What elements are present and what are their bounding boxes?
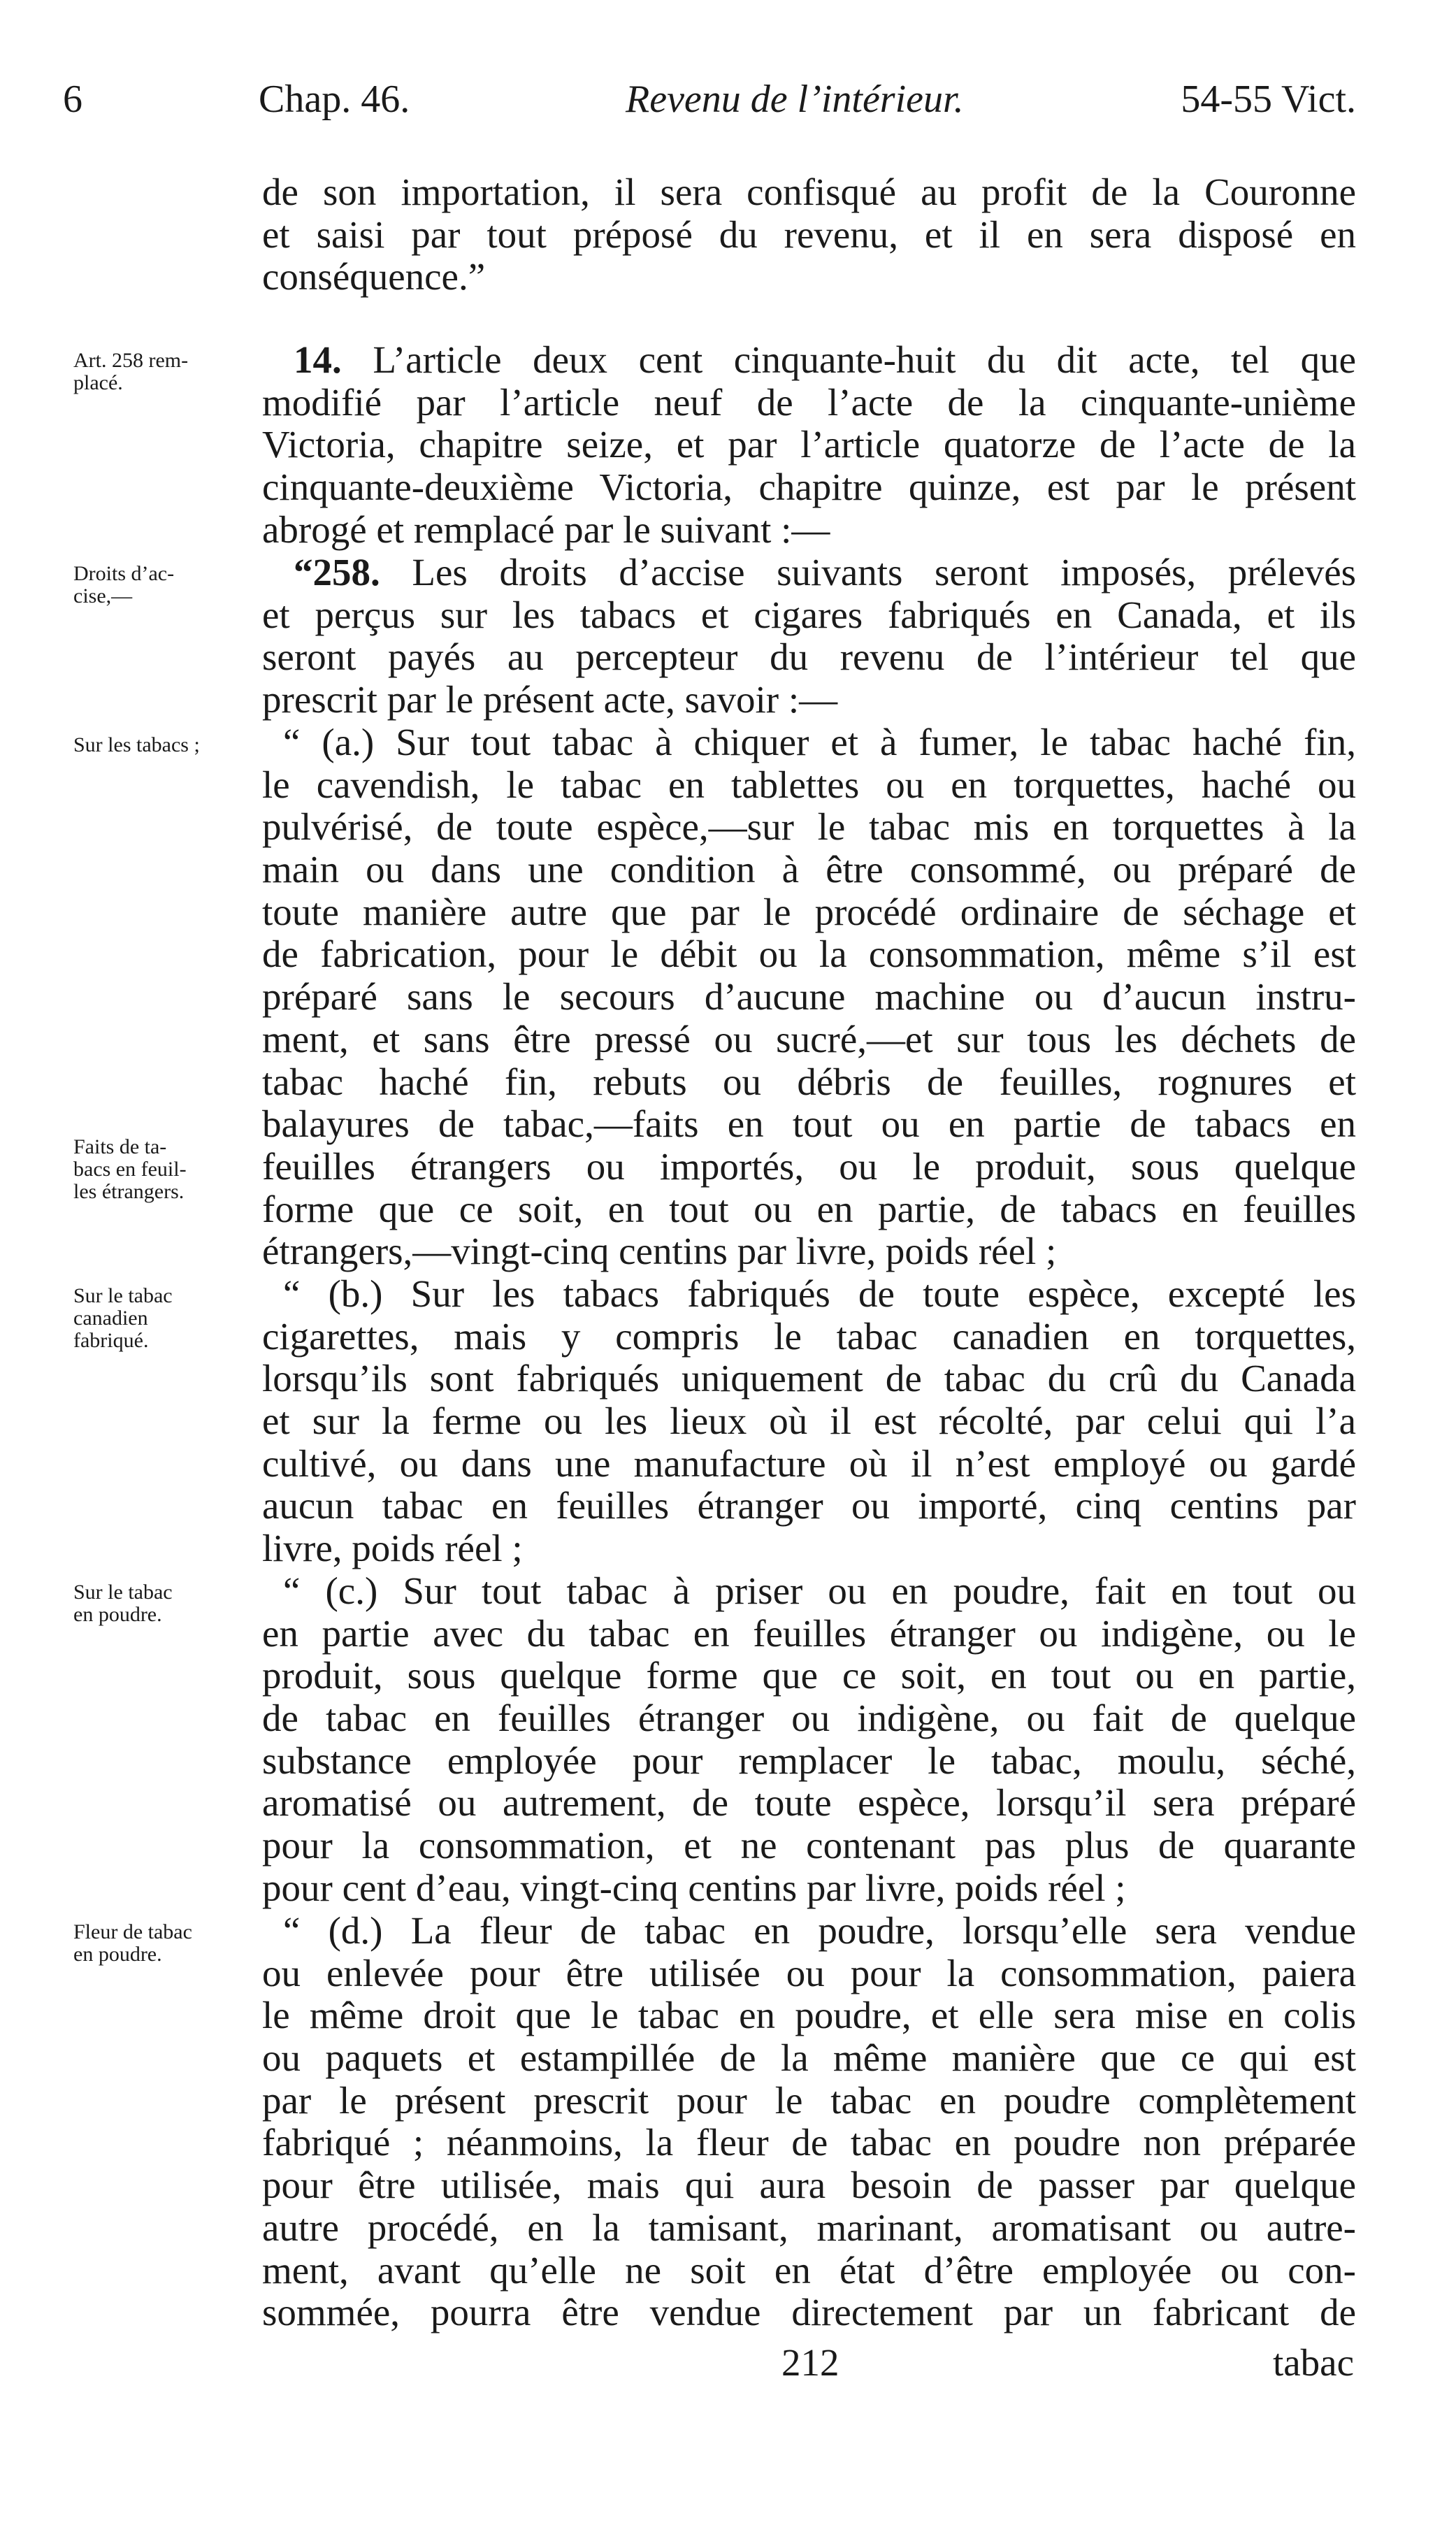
text-line: ou paquets et estampillée de la même manière que ce qui est <box>262 2036 1356 2080</box>
text-line: pour la consommation, et ne contenant pas plus de quarante <box>262 1824 1356 1867</box>
section-14 <box>262 339 1356 551</box>
text-line: pulvérisé, de toute espèce,—sur le tabac mis en torquettes à la <box>262 805 1356 849</box>
margin-note-tabacs-etrangers <box>73 1136 262 1203</box>
text-line: pour être utilisée, mais qui aura besoin de passer par quelque <box>262 2164 1356 2207</box>
text-line: “ (a.) Sur tout tabac à chiquer et à fumer, le tabac haché fin, <box>283 721 1356 763</box>
margin-note-tabac-canadien <box>73 1285 262 1352</box>
text-line: de fabrication, pour le débit ou la consommation, même s’il est <box>262 933 1356 976</box>
text-line: autre procédé, en la tamisant, marinant, aromatisant ou autre- <box>262 2206 1356 2249</box>
running-header <box>63 77 1356 133</box>
text-line: étrangers,—vingt-cinq centins par livre, poids réel ; <box>262 1230 1057 1273</box>
text-line: tabac haché fin, rebuts ou débris de feuilles, rognures et <box>262 1060 1356 1103</box>
text-line: main ou dans une condition à être consommé, ou préparé de <box>262 848 1356 891</box>
text-line: produit, sous quelque forme que ce soit, en tout ou en partie, <box>262 1654 1356 1697</box>
margin-note-fleur-de-tabac <box>73 1921 262 1966</box>
text-line: par le présent prescrit pour le tabac en poudre complètement <box>262 2078 1356 2122</box>
margin-note-line: Fleur de tabac <box>73 1920 192 1943</box>
text-line: lorsqu’ils sont fabriqués uniquement de tabac du crû du Canada <box>262 1357 1356 1400</box>
text-line: ou enlevée pour être utilisée ou pour la consommation, paiera <box>262 1951 1356 1994</box>
text-line: “ (b.) Sur les tabacs fabriqués de toute espèce, excepté les <box>283 1272 1356 1315</box>
margin-note-line: Sur le tabac <box>73 1581 173 1604</box>
margin-note-line: bacs en feuil- <box>73 1158 187 1181</box>
margin-note-line: les étrangers. <box>73 1180 185 1203</box>
section-number: 14. <box>294 338 342 381</box>
section-first-line: Les droits d’accise suivants seront imposés, prélevés <box>412 551 1357 594</box>
text-line: préparé sans le secours d’aucune machine ou d’aucun instru- <box>262 975 1356 1019</box>
page-folio: 212 <box>781 2341 839 2384</box>
text-line: le même droit que le tabac en poudre, et elle sera mise en colis <box>262 1994 1356 2037</box>
margin-note-line: placé. <box>73 371 123 394</box>
chapter-label: Chap. 46. <box>259 78 410 121</box>
margin-note-line: cise,— <box>73 584 133 607</box>
text-line: aucun tabac en feuilles étranger ou importé, cinq centins par <box>262 1484 1356 1527</box>
text-line <box>262 552 1356 594</box>
margin-note-line: Sur les tabacs ; <box>73 733 200 756</box>
text-line: et sur la ferme ou les lieux où il est récolté, par celui qui l’a <box>262 1400 1356 1443</box>
paragraph-d <box>262 1910 1356 2334</box>
section-first-line: L’article deux cent cinquante-huit du dit acte, tel que <box>373 338 1357 381</box>
text-line: cinquante-deuxième Victoria, chapitre quinze, est par le présent <box>262 466 1356 509</box>
catchword: tabac <box>1272 2341 1354 2384</box>
text-line <box>262 339 1356 382</box>
text-line: et perçus sur les tabacs et cigares fabriqués en Canada, et ils <box>262 593 1356 636</box>
text-line: “ (d.) La fleur de tabac en poudre, lorsqu’elle sera vendue <box>283 1909 1356 1952</box>
text-line: aromatisé ou autrement, de toute espèce, lorsqu’il sera préparé <box>262 1781 1356 1825</box>
margin-note-sur-les-tabacs <box>73 734 262 756</box>
text-line: et saisi par tout préposé du revenu, et il en sera disposé en <box>262 213 1356 256</box>
section-number: “258. <box>294 551 380 594</box>
text-line: en partie avec du tabac en feuilles étranger ou indigène, ou le <box>262 1611 1356 1655</box>
text-line: conséquence.” <box>262 255 486 299</box>
intro-paragraph <box>262 171 1356 299</box>
margin-note-droits-accise <box>73 563 262 607</box>
margin-note-line: Faits de ta- <box>73 1135 167 1158</box>
page-number: 6 <box>63 78 82 121</box>
text-line: cigarettes, mais y compris le tabac canadien en torquettes, <box>262 1314 1356 1358</box>
margin-note-line: fabriqué. <box>73 1329 149 1352</box>
text-line: Victoria, chapitre seize, et par l’article quatorze de l’acte de la <box>262 423 1356 466</box>
text-line: seront payés au percepteur du revenu de l’intérieur tel que <box>262 635 1356 679</box>
paragraph-c <box>262 1570 1356 1910</box>
text-line: modifié par l’article neuf de l’acte de la cinquante-unième <box>262 380 1356 424</box>
text-line: forme que ce soit, en tout ou en partie, de tabacs en feuilles <box>262 1187 1356 1230</box>
text-line: sommée, pourra être vendue directement par un fabricant de <box>262 2291 1356 2334</box>
running-title: Revenu de l’intérieur. <box>626 78 964 121</box>
margin-note-line: Art. 258 rem- <box>73 349 189 372</box>
text-line: toute manière autre que par le procédé ordinaire de séchage et <box>262 890 1356 933</box>
paragraph-b <box>262 1273 1356 1570</box>
text-line: “ (c.) Sur tout tabac à priser ou en poudre, fait en tout ou <box>283 1569 1356 1612</box>
text-line: livre, poids réel ; <box>262 1527 523 1570</box>
margin-note-article-258 <box>73 350 262 394</box>
text-line: pour cent d’eau, vingt-cinq centins par livre, poids réel ; <box>262 1866 1126 1909</box>
text-line: ment, avant qu’elle ne soit en état d’être employée ou con- <box>262 2248 1356 2292</box>
text-line: balayures de tabac,—faits en tout ou en partie de tabacs en <box>262 1102 1356 1146</box>
text-line: cultivé, ou dans une manufacture où il n’est employé ou gardé <box>262 1441 1356 1485</box>
text-line: fabriqué ; néanmoins, la fleur de tabac en poudre non préparée <box>262 2121 1356 2164</box>
text-line: de son importation, il sera confisqué au profit de la Couronne <box>262 171 1356 213</box>
paragraph-a <box>262 721 1356 1273</box>
text-line: de tabac en feuilles étranger ou indigène, ou fait de quelque <box>262 1697 1356 1740</box>
section-258 <box>262 552 1356 721</box>
margin-note-line: Sur le tabac <box>73 1284 173 1307</box>
margin-note-line: en poudre. <box>73 1943 162 1966</box>
margin-note-line: en poudre. <box>73 1603 162 1626</box>
margin-note-line: Droits d’ac- <box>73 562 175 585</box>
text-line: le cavendish, le tabac en tablettes ou en torquettes, haché ou <box>262 763 1356 806</box>
text-line: prescrit par le présent acte, savoir :— <box>262 678 838 721</box>
margin-note-line: canadien <box>73 1307 148 1330</box>
text-line: ment, et sans être pressé ou sucré,—et sur tous les déchets de <box>262 1017 1356 1060</box>
text-line: abrogé et remplacé par le suivant :— <box>262 508 830 551</box>
margin-note-tabac-en-poudre <box>73 1581 262 1626</box>
text-line: substance employée pour remplacer le tabac, moulu, séché, <box>262 1739 1356 1782</box>
text-line: feuilles étrangers ou importés, ou le produit, sous quelque <box>262 1144 1356 1188</box>
regnal-year: 54-55 Vict. <box>1181 78 1356 121</box>
